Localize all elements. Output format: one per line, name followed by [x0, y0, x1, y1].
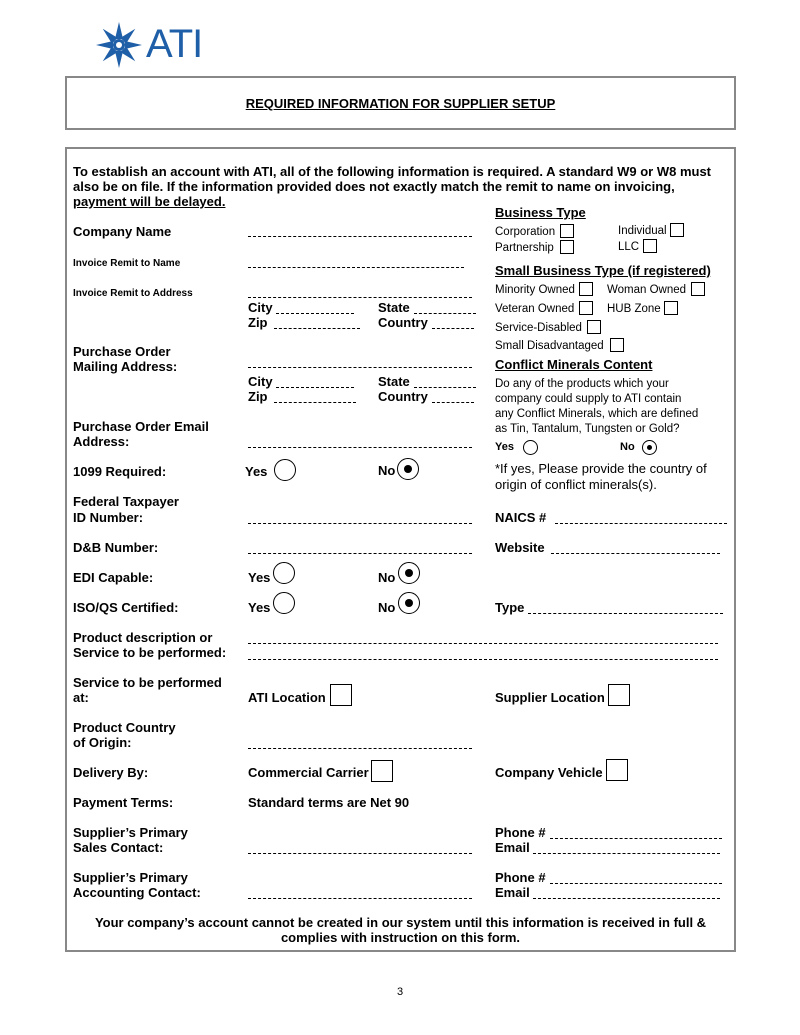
ati-location-label: ATI Location: [248, 690, 326, 705]
payment-terms-label: Payment Terms:: [73, 795, 174, 810]
edi-no-label: No: [378, 570, 396, 585]
po-email-field[interactable]: [248, 447, 472, 448]
cm-question-line-3: any Conflict Minerals, which are defined: [495, 408, 699, 420]
sales-contact-label-1: Supplier’s Primary: [73, 825, 188, 840]
dnb-field[interactable]: [248, 553, 472, 554]
country-origin-field[interactable]: [248, 748, 472, 749]
product-desc-field-1[interactable]: [248, 643, 718, 644]
business-type-heading: Business Type: [495, 205, 586, 220]
country-label-1: Country: [378, 315, 428, 330]
sales-phone-field[interactable]: [550, 838, 722, 839]
state-field-2[interactable]: [414, 387, 476, 388]
naics-field[interactable]: [555, 523, 727, 524]
individual-checkbox[interactable]: [670, 223, 684, 237]
po-mailing-label-1: Purchase Order: [73, 344, 171, 359]
edi-yes-radio[interactable]: [273, 562, 295, 584]
company-vehicle-label: Company Vehicle: [495, 765, 603, 780]
cm-no-radio[interactable]: [642, 440, 657, 455]
iso-yes-label: Yes: [248, 600, 271, 615]
service-at-label-1: Service to be performed: [73, 675, 222, 690]
service-at-label-2: at:: [73, 690, 89, 705]
veteran-owned-checkbox[interactable]: [579, 301, 593, 315]
intro-line-2: also be on file. If the information provided does not exactly match the remit to name on invoicing,: [73, 179, 675, 194]
llc-label: LLC: [618, 241, 640, 253]
po-email-label-2: Address:: [73, 434, 130, 449]
state-label-2: State: [378, 374, 410, 389]
naics-label: NAICS #: [495, 510, 547, 525]
acct-phone-field[interactable]: [550, 883, 722, 884]
invoice-remit-address-label: Invoice Remit to Address: [73, 288, 193, 299]
individual-label: Individual: [618, 225, 667, 237]
acct-contact-field[interactable]: [248, 898, 472, 899]
type-label: Type: [495, 600, 525, 615]
cm-note-line-1: *If yes, Please provide the country of: [495, 461, 707, 476]
req-1099-label: 1099 Required:: [73, 464, 167, 479]
commercial-carrier-label: Commercial Carrier: [248, 765, 369, 780]
page-title: REQUIRED INFORMATION FOR SUPPLIER SETUP: [245, 96, 556, 111]
country-origin-label-2: of Origin:: [73, 735, 132, 750]
po-mailing-field[interactable]: [248, 367, 472, 368]
hub-zone-label: HUB Zone: [607, 303, 661, 315]
minority-owned-label: Minority Owned: [495, 284, 575, 296]
type-field[interactable]: [528, 613, 723, 614]
service-disabled-checkbox[interactable]: [587, 320, 601, 334]
acct-phone-label: Phone #: [495, 870, 546, 885]
edi-yes-label: Yes: [248, 570, 271, 585]
zip-label-1: Zip: [248, 315, 268, 330]
intro-line-1: To establish an account with ATI, all of the following information is required. A standard W9 or W8 must: [73, 164, 712, 179]
invoice-remit-name-field[interactable]: [248, 267, 464, 268]
edi-no-radio[interactable]: [398, 562, 420, 584]
sales-email-field[interactable]: [533, 853, 720, 854]
star-logo-icon: [94, 20, 144, 70]
req-1099-yes-label: Yes: [245, 464, 268, 479]
city-field-2[interactable]: [276, 387, 354, 388]
acct-email-field[interactable]: [533, 898, 720, 899]
state-field-1[interactable]: [414, 313, 476, 314]
cm-note-line-2: origin of conflict minerals(s).: [495, 477, 657, 492]
footer-line-2: complies with instruction on this form.: [280, 930, 521, 945]
woman-owned-checkbox[interactable]: [691, 282, 705, 296]
logo-text: ATI: [146, 22, 203, 66]
sales-phone-label: Phone #: [495, 825, 546, 840]
company-vehicle-checkbox[interactable]: [606, 759, 628, 781]
dnb-label: D&B Number:: [73, 540, 159, 555]
service-disabled-label: Service-Disabled: [495, 322, 582, 334]
invoice-remit-name-label: Invoice Remit to Name: [73, 258, 181, 269]
corporation-checkbox[interactable]: [560, 224, 574, 238]
po-mailing-label-2: Mailing Address:: [73, 359, 178, 374]
country-label-2: Country: [378, 389, 428, 404]
country-field-2[interactable]: [432, 402, 474, 403]
tax-id-label-1: Federal Taxpayer: [73, 494, 179, 509]
minority-owned-checkbox[interactable]: [579, 282, 593, 296]
website-field[interactable]: [551, 553, 720, 554]
product-desc-label-2: Service to be performed:: [73, 645, 227, 660]
small-business-heading: Small Business Type (if registered): [495, 263, 711, 278]
conflict-minerals-heading: Conflict Minerals Content: [495, 357, 653, 372]
req-1099-no-radio[interactable]: [397, 458, 419, 480]
commercial-carrier-checkbox[interactable]: [371, 760, 393, 782]
ati-location-checkbox[interactable]: [330, 684, 352, 706]
supplier-location-checkbox[interactable]: [608, 684, 630, 706]
product-desc-field-2[interactable]: [248, 659, 718, 660]
cm-question-line-4: as Tin, Tantalum, Tungsten or Gold?: [495, 423, 680, 435]
cm-no-label: No: [620, 441, 635, 453]
req-1099-no-label: No: [378, 463, 396, 478]
req-1099-yes-radio[interactable]: [274, 459, 296, 481]
hub-zone-checkbox[interactable]: [664, 301, 678, 315]
website-label: Website: [495, 540, 545, 555]
acct-contact-label-1: Supplier’s Primary: [73, 870, 188, 885]
edi-label: EDI Capable:: [73, 570, 154, 585]
partnership-checkbox[interactable]: [560, 240, 574, 254]
small-disadvantaged-label: Small Disadvantaged: [495, 340, 604, 352]
iso-no-radio[interactable]: [398, 592, 420, 614]
page-number: 3: [396, 986, 404, 998]
iso-label: ISO/QS Certified:: [73, 600, 179, 615]
city-field-1[interactable]: [276, 313, 354, 314]
zip-field-1[interactable]: [274, 328, 360, 329]
llc-checkbox[interactable]: [643, 239, 657, 253]
intro-line-3: payment will be delayed.: [73, 194, 226, 209]
acct-contact-label-2: Accounting Contact:: [73, 885, 201, 900]
woman-owned-label: Woman Owned: [607, 284, 687, 296]
company-name-label: Company Name: [73, 224, 172, 239]
ati-logo: [94, 20, 204, 70]
iso-yes-radio[interactable]: [273, 592, 295, 614]
sales-email-label: Email: [495, 840, 530, 855]
tax-id-label-2: ID Number:: [73, 510, 144, 525]
footer-line-1: Your company’s account cannot be created in our system until this information is received in full &: [94, 915, 707, 930]
state-label-1: State: [378, 300, 410, 315]
acct-email-label: Email: [495, 885, 530, 900]
company-name-field[interactable]: [248, 236, 472, 237]
small-disadvantaged-checkbox[interactable]: [610, 338, 624, 352]
sales-contact-label-2: Sales Contact:: [73, 840, 164, 855]
payment-terms-value: Standard terms are Net 90: [248, 795, 410, 810]
veteran-owned-label: Veteran Owned: [495, 303, 575, 315]
po-email-label-1: Purchase Order Email: [73, 419, 209, 434]
cm-question-line-2: company could supply to ATI contain: [495, 393, 682, 405]
sales-contact-field[interactable]: [248, 853, 472, 854]
country-origin-label-1: Product Country: [73, 720, 176, 735]
cm-question-line-1: Do any of the products which your: [495, 378, 669, 390]
zip-label-2: Zip: [248, 389, 268, 404]
corporation-label: Corporation: [495, 226, 556, 238]
country-field-1[interactable]: [432, 328, 474, 329]
zip-field-2[interactable]: [274, 402, 356, 403]
tax-id-field[interactable]: [248, 523, 472, 524]
cm-yes-radio[interactable]: [523, 440, 538, 455]
supplier-location-label: Supplier Location: [495, 690, 605, 705]
partnership-label: Partnership: [495, 242, 554, 254]
cm-yes-label: Yes: [495, 441, 514, 453]
city-label-1: City: [248, 300, 273, 315]
iso-no-label: No: [378, 600, 396, 615]
invoice-remit-address-field[interactable]: [248, 297, 472, 298]
delivery-by-label: Delivery By:: [73, 765, 149, 780]
city-label-2: City: [248, 374, 273, 389]
product-desc-label-1: Product description or: [73, 630, 213, 645]
